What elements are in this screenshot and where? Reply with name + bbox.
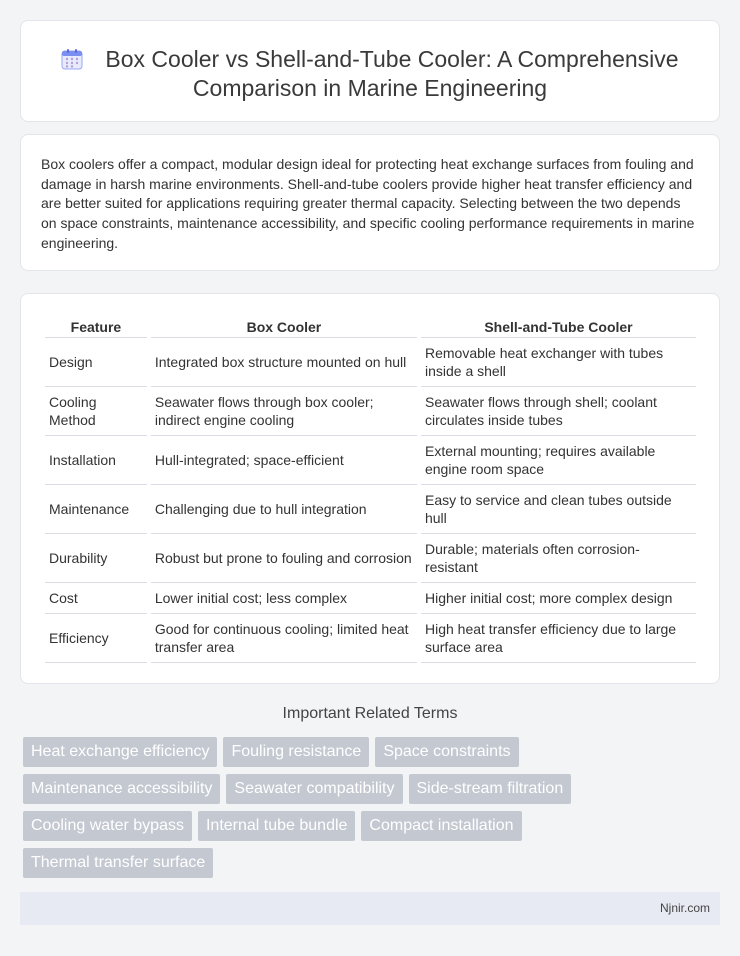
- table-row: [45, 485, 696, 534]
- summary-card: [20, 134, 720, 271]
- page-title-wrap: [21, 45, 719, 103]
- box-cooler-cell: Hull-integrated; space-efficient: [151, 436, 417, 485]
- table-row: [45, 583, 696, 614]
- feature-cell: Installation: [45, 436, 147, 485]
- summary-text: Box coolers offer a compact, modular design ideal for protecting heat exchange surfaces from fouling and damage in harsh marine environments. Shell-and-tube coolers provide higher heat transfer efficiency and are better suited for applications requiring greater thermal capacity. Selecting between the two depends on space constraints, maintenance accessibility, and specific cooling performance requirements in marine engineering.: [41, 156, 695, 251]
- related-terms-heading: Important Related Terms: [282, 705, 458, 722]
- table-header-row: [45, 314, 696, 338]
- shell-tube-cell: Higher initial cost; more complex design: [421, 583, 696, 614]
- header-box-cooler: Box Cooler: [151, 314, 417, 338]
- header-shell-and-tube-cooler: Shell-and-Tube Cooler: [421, 314, 696, 338]
- box-cooler-cell: Seawater flows through box cooler; indirect engine cooling: [151, 387, 417, 436]
- term-tag[interactable]: Heat exchange efficiency: [23, 737, 217, 767]
- table-row: [45, 614, 696, 663]
- comparison-table-card: [20, 293, 720, 684]
- box-cooler-cell: Robust but prone to fouling and corrosion: [151, 534, 417, 583]
- shell-tube-cell: Seawater flows through shell; coolant circulates inside tubes: [421, 387, 696, 436]
- table-row: [45, 387, 696, 436]
- term-tag[interactable]: Maintenance accessibility: [23, 774, 220, 804]
- box-cooler-cell: Challenging due to hull integration: [151, 485, 417, 534]
- term-tag[interactable]: Compact installation: [361, 811, 521, 841]
- term-tag[interactable]: Side-stream filtration: [409, 774, 572, 804]
- term-tag[interactable]: Space constraints: [375, 737, 518, 767]
- shell-tube-cell: High heat transfer efficiency due to large surface area: [421, 614, 696, 663]
- header-feature: Feature: [45, 314, 147, 338]
- table-row: [45, 338, 696, 387]
- feature-cell: Design: [45, 338, 147, 387]
- shell-tube-cell: Easy to service and clean tubes outside hull: [421, 485, 696, 534]
- term-tag[interactable]: Thermal transfer surface: [23, 848, 213, 878]
- term-tag[interactable]: Fouling resistance: [223, 737, 369, 767]
- term-tag[interactable]: Internal tube bundle: [198, 811, 355, 841]
- feature-cell: Efficiency: [45, 614, 147, 663]
- feature-cell: Cooling Method: [45, 387, 147, 436]
- page-title: Box Cooler vs Shell-and-Tube Cooler: A Comprehensive Comparison in Marine Engineering: [105, 46, 679, 101]
- term-tag[interactable]: Seawater compatibility: [226, 774, 402, 804]
- calendar-icon: [61, 48, 83, 70]
- term-tag[interactable]: Cooling water bypass: [23, 811, 192, 841]
- footer: [20, 892, 720, 925]
- table-row: [45, 436, 696, 485]
- comparison-table: [41, 314, 700, 663]
- shell-tube-cell: Durable; materials often corrosion-resistant: [421, 534, 696, 583]
- footer-site-link[interactable]: Njnir.com: [659, 901, 710, 915]
- table-row: [45, 534, 696, 583]
- feature-cell: Maintenance: [45, 485, 147, 534]
- feature-cell: Durability: [45, 534, 147, 583]
- box-cooler-cell: Good for continuous cooling; limited heat transfer area: [151, 614, 417, 663]
- shell-tube-cell: External mounting; requires available engine room space: [421, 436, 696, 485]
- feature-cell: Cost: [45, 583, 147, 614]
- title-card: [20, 20, 720, 122]
- shell-tube-cell: Removable heat exchanger with tubes inside a shell: [421, 338, 696, 387]
- box-cooler-cell: Integrated box structure mounted on hull: [151, 338, 417, 387]
- related-terms-list: [23, 737, 623, 878]
- box-cooler-cell: Lower initial cost; less complex: [151, 583, 417, 614]
